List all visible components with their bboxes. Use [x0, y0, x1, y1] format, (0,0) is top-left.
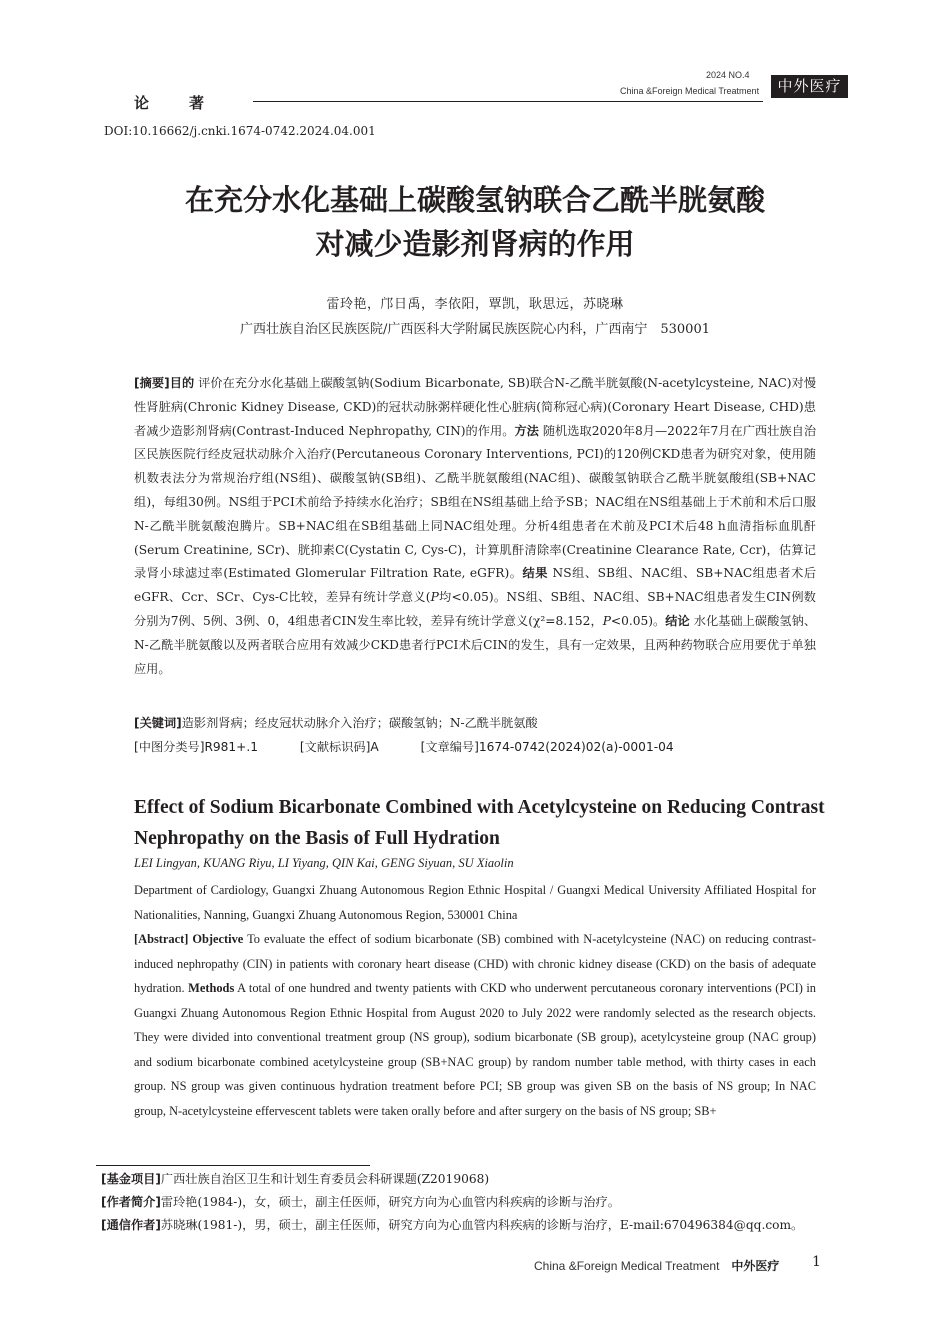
objective-cn: 评价在充分水化基础上碳酸氢钠(Sodium Bicarbonate, SB)联合N-乙酰半胱氨酸(N-acetylcysteine, NAC)对慢性肾脏病(Chronic Kidney Disease, CKD)的冠状动脉粥样硬化性心脏病(简称冠心病)(Coronary Heart Disease, CHD)患者减少造影剂肾病(Contrast-Induced Nephropathy, CIN)的作用。 — [134, 376, 817, 438]
keywords-cn-text: 造影剂肾病；经皮冠状动脉介入治疗；碳酸氢钠；N-乙酰半胱氨酸 — [181, 716, 538, 730]
document-code: [文献标识码]A — [299, 740, 379, 754]
issue-number: 2024 NO.4 — [706, 70, 750, 80]
abstract-en — [134, 878, 816, 1123]
footnote-rule — [96, 1165, 370, 1166]
methods-cn-label: 方法 — [514, 423, 539, 438]
abstract-cn — [134, 372, 816, 681]
title-cn-line2: 对减少造影剂肾病的作用 — [315, 227, 635, 261]
journal-name-en: China &Foreign Medical Treatment — [620, 86, 760, 96]
doi: DOI:10.16662/j.cnki.1674-0742.2024.04.001 — [104, 124, 376, 138]
fund-label: [基金项目] — [101, 1172, 161, 1186]
author-intro-label: [作者简介] — [101, 1195, 161, 1209]
results-cn-label: 结果 — [522, 566, 549, 581]
footer-journal-en: China &Foreign Medical Treatment — [534, 1259, 720, 1273]
conclusion-cn-label: 结论 — [665, 613, 690, 628]
classification-row — [134, 738, 674, 755]
affiliation-en: Department of Cardiology, Guangxi Zhuang Autonomous Region Ethnic Hospital / Guangxi Medical University Affiliated Hospital for Nationalities, Nanning, Guangxi Zhuang Autonomous Region, 530001 China — [134, 883, 816, 922]
clc-number: [中图分类号]R981+.1 — [134, 740, 259, 754]
methods-en: A total of one hundred and twenty patients with CKD who underwent percutaneous coronary interventions (PCI) in Guangxi Zhuang Autonomous Region Ethnic Hospital from August 2020 to July 2022 were randomly selected as the research objects. They were divided into conventional treatment group (NS group), sodium bicarbonate (SB group), acetylcysteine group (NAC group) and sodium bicarbonate combined acetylcysteine group (SB+NAC group) by random number table method, with thirty cases in each group. NS group was given continuous hydration treatment before PCI; SB group was given SB on the basis of NS group; In NAC group, N-acetylcysteine effervescent tablets were taken orally before and after surgery on the basis of NS group; SB+ — [134, 981, 817, 1118]
affiliation-cn: 广西壮族自治区民族医院/广西医科大学附属民族医院心内科，广西南宁 530001 — [239, 322, 710, 337]
conclusion-cn: 水化基础上碳酸氢钠、N-乙酰半胱氨酸以及两者联合应用有效减少CKD患者行PCI术后CIN的发生，具有一定效果，且两种药物联合应用要优于单独应用。 — [134, 613, 817, 676]
authors-cn: 雷玲艳，邝日禹，李依阳，覃凯，耿思远，苏晓琳 — [326, 297, 624, 312]
fund-text: 广西壮族自治区卫生和计划生育委员会科研课题(Z2019068) — [160, 1172, 490, 1186]
journal-logo: 中外医疗 — [771, 75, 848, 98]
p-symbol-1: P — [430, 590, 439, 605]
methods-cn: 随机选取2020年8月—2022年7月在广西壮族自治区民族医院行经皮冠状动脉介入治疗(Percutaneous Coronary Interventions, PCI)的120例CKD患者为研究对象，使用随机数表法分为常规治疗组(NS组)、碳酸氢钠(SB组)、乙酰半胱氨酸组(NAC组)、碳酸氢钠联合乙酰半胱氨酸组(SB+NAC组)，每组30例。NS组于PCI术前给予持续水化治疗；SB组在NS组基础上给予SB；NAC组在NS组基础上于术前和术后口服N-乙酰半胱氨酸泡腾片。SB+NAC组在SB组基础上同NAC组处理。分析4组患者在术前及PCI术后48 h血清指标血肌酐(Serum Creatinine, SCr)、胱抑素C(Cystatin C, Cys-C)，计算肌酐清除率(Creatinine Clearance Rate, Ccr)，估算记录肾小球滤过率(Estimated Glomerular Filtration Rate, eGFR)。 — [134, 423, 817, 581]
objective-cn-label: 目的 — [169, 376, 195, 390]
results-cn-part1: NS组、SB组、NAC组、SB+NAC组患者术后eGFR、Ccr、SCr、Cys-C比较，差异有统计学意义( — [134, 566, 817, 605]
authors-en: LEI Lingyan, KUANG Riyu, LI Yiyang, QIN Kai, GENG Siyuan, SU Xiaolin — [134, 856, 514, 870]
title-en: Effect of Sodium Bicarbonate Combined with Acetylcysteine on Reducing Contrast Nephropathy on the Basis of Full Hydration — [134, 797, 825, 849]
footer-journal-cn: 中外医疗 — [731, 1259, 780, 1273]
results-cn-part2: 均<0.05)。NS组、SB组、NAC组、SB+NAC组患者发生CIN例数分别为7例、5例、3例、0，4组患者CIN发生率比较，差异有统计学意义(χ²=8.152， — [134, 590, 816, 628]
abstract-cn-label: [摘要] — [134, 376, 170, 390]
objective-en-label: Objective — [192, 932, 244, 946]
footnote-fund — [101, 1170, 489, 1187]
footnote-author — [101, 1193, 620, 1210]
header-rule — [253, 101, 763, 102]
footnote-corresponding — [101, 1216, 803, 1233]
results-cn-part3: <0.05)。 — [610, 613, 666, 628]
objective-en: To evaluate the effect of sodium bicarbonate (SB) combined with N-acetylcysteine (NAC) on reducing contrast-induced nephropathy (CIN) in patients with coronary heart disease (CHD) with chronic kidney disease (CKD) on the basis of adequate hydration. — [134, 932, 816, 995]
author-intro-text: 雷玲艳(1984-)，女，硕士，副主任医师，研究方向为心血管内科疾病的诊断与治疗。 — [160, 1195, 620, 1209]
abstract-en-label: [Abstract] — [134, 932, 189, 946]
section-category: 论著 — [134, 94, 245, 112]
methods-en-label: Methods — [188, 981, 235, 995]
title-cn-line1: 在充分水化基础上碳酸氢钠联合乙酰半胱氨酸 — [184, 183, 765, 217]
keywords-cn — [134, 714, 538, 731]
article-number: [文章编号]1674-0742(2024)02(a)-0001-04 — [420, 740, 674, 754]
page-footer — [534, 1257, 779, 1274]
corresponding-label: [通信作者] — [101, 1218, 161, 1232]
page-number: 1 — [812, 1254, 821, 1270]
p-symbol-2: P — [602, 613, 611, 628]
keywords-cn-label: [关键词] — [134, 716, 182, 730]
corresponding-text: 苏晓琳(1981-)，男，硕士，副主任医师，研究方向为心血管内科疾病的诊断与治疗，E-mail:670496384@qq.com。 — [160, 1218, 804, 1232]
